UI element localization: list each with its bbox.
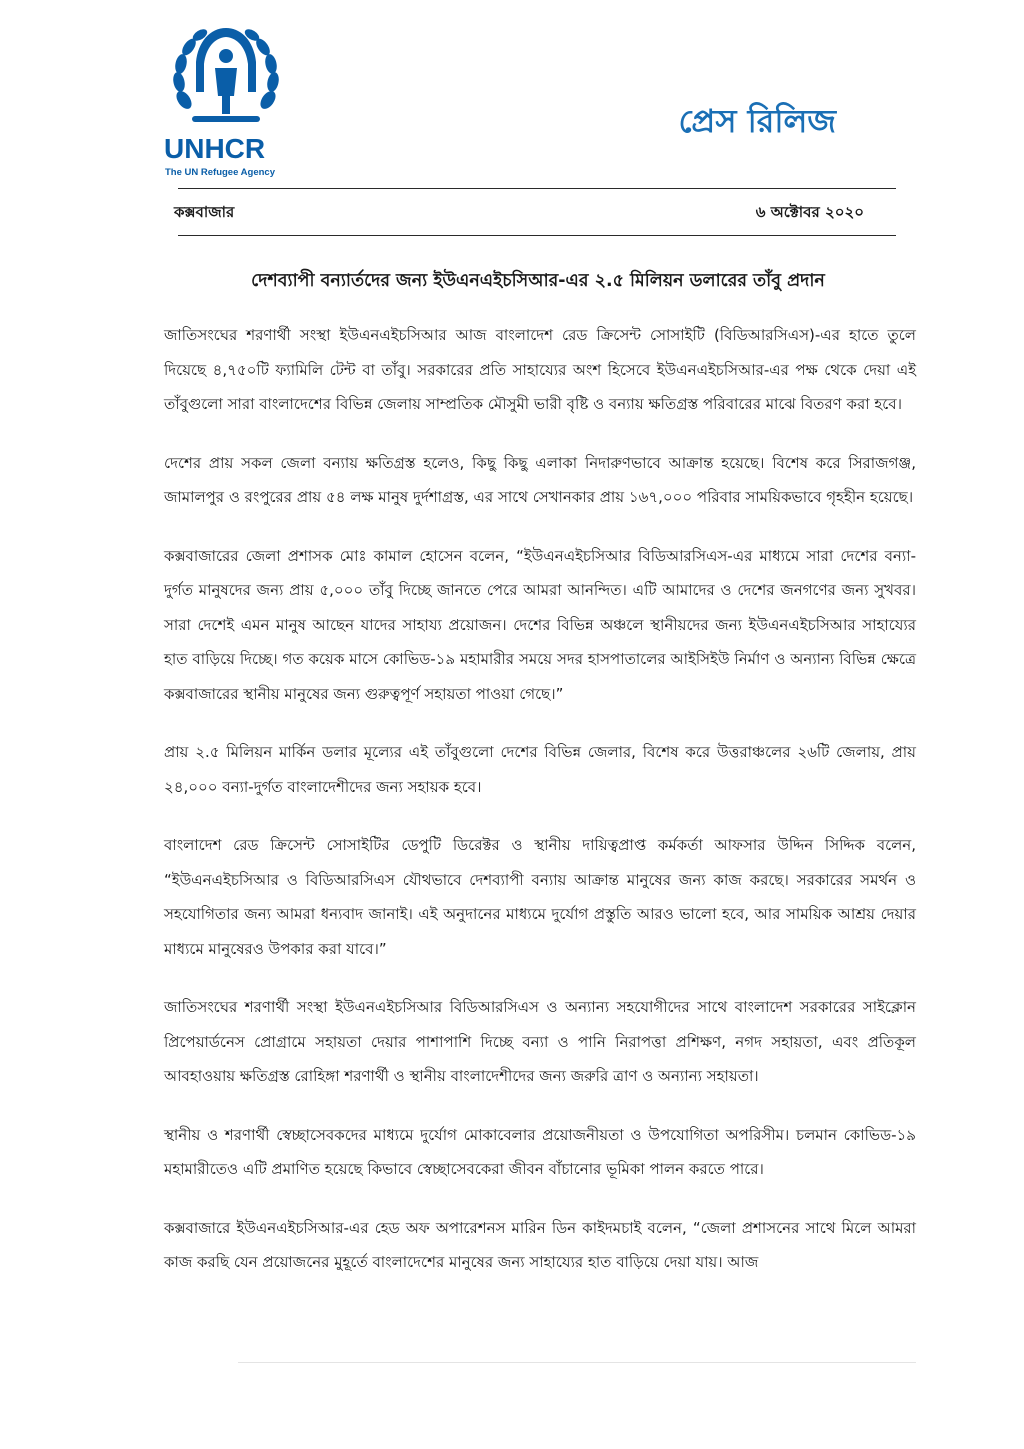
paragraph: কক্সবাজারের জেলা প্রশাসক মোঃ কামাল হোসেন বলেন, “ইউএনএইচসিআর বিডিআরসিএস-এর মাধ্যমে সারা দেশের বন্যা-দুর্গত মানুষদের জন্য প্রায় ৫,০০০ তাঁবু দিচ্ছে জানতে পেরে আমরা আনন্দিত। এটি আমাদের ও দেশের জনগণের জন্য সুখবর। সারা দেশেই এমন মানুষ আছেন যাদের সাহায্য প্রয়োজন। দেশের বিভিন্ন অঞ্চলে স্থানীয়দের জন্য ইউএনএইচসিআর সাহায্যের হাত বাড়িয়ে দিচ্ছে। গত কয়েক মাসে কোভিড-১৯ মহামারীর সময়ে সদর হাসপাতালের আইসিইউ নির্মাণ ও অন্যান্য বিভিন্ন ক্ষেত্রে কক্সবাজারের স্থানীয় মানুষের জন্য গুরুত্বপূর্ণ সহায়তা পাওয়া গেছে।” [164, 546, 916, 703]
header-bottom-rule [178, 235, 896, 236]
paragraph: প্রায় ২.৫ মিলিয়ন মার্কিন ডলার মূল্যের এই তাঁবুগুলো দেশের বিভিন্ন জেলার, বিশেষ করে উত্তরাঞ্চলের ২৬টি জেলায়, প্রায় ২৪,০০০ বন্যা-দুর্গত বাংলাদেশীদের জন্য সহায়ক হবে। [164, 743, 916, 796]
unhcr-logo [162, 22, 292, 178]
unhcr-wordmark: UNHCR [164, 133, 266, 164]
footer-rule [238, 1362, 916, 1363]
paragraph: বাংলাদেশ রেড ক্রিসেন্ট সোসাইটির ডেপুটি ডিরেক্টর ও স্থানীয় দায়িত্বপ্রাপ্ত কর্মকর্তা আফসার উদ্দিন সিদ্দিক বলেন, “ইউএনএইচসিআর ও বিডিআরসিএস যৌথভাবে দেশব্যাপী বন্যায় আক্রান্ত মানুষের জন্য কাজ করছে। সরকারের সমর্থন ও সহযোগিতার জন্য আমরা ধন্যবাদ জানাই। এই অনুদানের মাধ্যমে দুর্যোগ প্রস্তুতি আরও ভালো হবে, আর সাময়িক আশ্রয় দেয়ার মাধ্যমে মানুষেরও উপকার করা যাবে।” [164, 836, 916, 958]
paragraph: জাতিসংঘের শরণার্থী সংস্থা ইউএনএইচসিআর বিডিআরসিএস ও অন্যান্য সহযোগীদের সাথে বাংলাদেশ সরকারের সাইক্লোন প্রিপেয়ার্ডনেস প্রোগ্রামে সহায়তা দেয়ার পাশাপাশি দিচ্ছে বন্যা ও পানি নিরাপত্তা প্রশিক্ষণ, নগদ সহায়তা, এবং প্রতিকূল আবহাওয়ায় ক্ষতিগ্রস্ত রোহিঙ্গা শরণার্থী ও স্থানীয় বাংলাদেশীদের জন্য জরুরি ত্রাণ ও অন্যান্য সহায়তা। [164, 998, 916, 1085]
paragraph: দেশের প্রায় সকল জেলা বন্যায় ক্ষতিগ্রস্ত হলেও, কিছু কিছু এলাকা নিদারুণভাবে আক্রান্ত হয়েছে। বিশেষ করে সিরাজগঞ্জ, জামালপুর ও রংপুরের প্রায় ৫৪ লক্ষ মানুষ দুর্দশাগ্রস্ত, এর সাথে সেখানকার প্রায় ১৬৭,০০০ পরিবার সাময়িকভাবে গৃহহীন হয়েছে। [164, 453, 916, 506]
dateline-place: কক্সবাজার [174, 203, 235, 221]
press-release-title: প্রেস রিলিজ [678, 102, 836, 140]
paragraph: কক্সবাজারে ইউএনএইচসিআর-এর হেড অফ অপারেশনস মারিন ডিন কাইদমচাই বলেন, “জেলা প্রশাসনের সাথে মিলে আমরা কাজ করছি যেন প্রয়োজনের মুহূর্তে বাংলাদেশের মানুষের জন্য সাহায্যের হাত বাড়িয়ে দেয়া যায়। আজ [164, 1218, 916, 1271]
article-body [164, 318, 916, 1304]
unhcr-emblem-icon [170, 22, 282, 134]
paragraph: স্থানীয় ও শরণার্থী স্বেচ্ছাসেবকদের মাধ্যমে দুর্যোগ মোকাবেলার প্রয়োজনীয়তা ও উপযোগিতা অপরিসীম। চলমান কোভিড-১৯ মহামারীতেও এটি প্রমাণিত হয়েছে কিভাবে স্বেচ্ছাসেবকেরা জীবন বাঁচানোর ভূমিকা পালন করতে পারে। [164, 1125, 916, 1178]
unhcr-tagline: The UN Refugee Agency [165, 167, 275, 178]
header-top-rule [178, 188, 896, 189]
headline: দেশব্যাপী বন্যার্তদের জন্য ইউএনএইচসিআর-এর ২.৫ মিলিয়ন ডলারের তাঁবু প্রদান [251, 271, 825, 291]
dateline-date: ৬ অক্টোবর ২০২০ [755, 203, 864, 221]
paragraph: জাতিসংঘের শরণার্থী সংস্থা ইউএনএইচসিআর আজ বাংলাদেশ রেড ক্রিসেন্ট সোসাইটি (বিডিআরসিএস)-এর হাতে তুলে দিয়েছে ৪,৭৫০টি ফ্যামিলি টেন্ট বা তাঁবু। সরকারের প্রতি সাহায্যের অংশ হিসেবে ইউএনএইচসিআর-এর পক্ষ থেকে দেয়া এই তাঁবুগুলো সারা বাংলাদেশের বিভিন্ন জেলায় সাম্প্রতিক মৌসুমী ভারী বৃষ্টি ও বন্যায় ক্ষতিগ্রস্ত পরিবারের মাঝে বিতরণ করা হবে। [164, 326, 916, 413]
